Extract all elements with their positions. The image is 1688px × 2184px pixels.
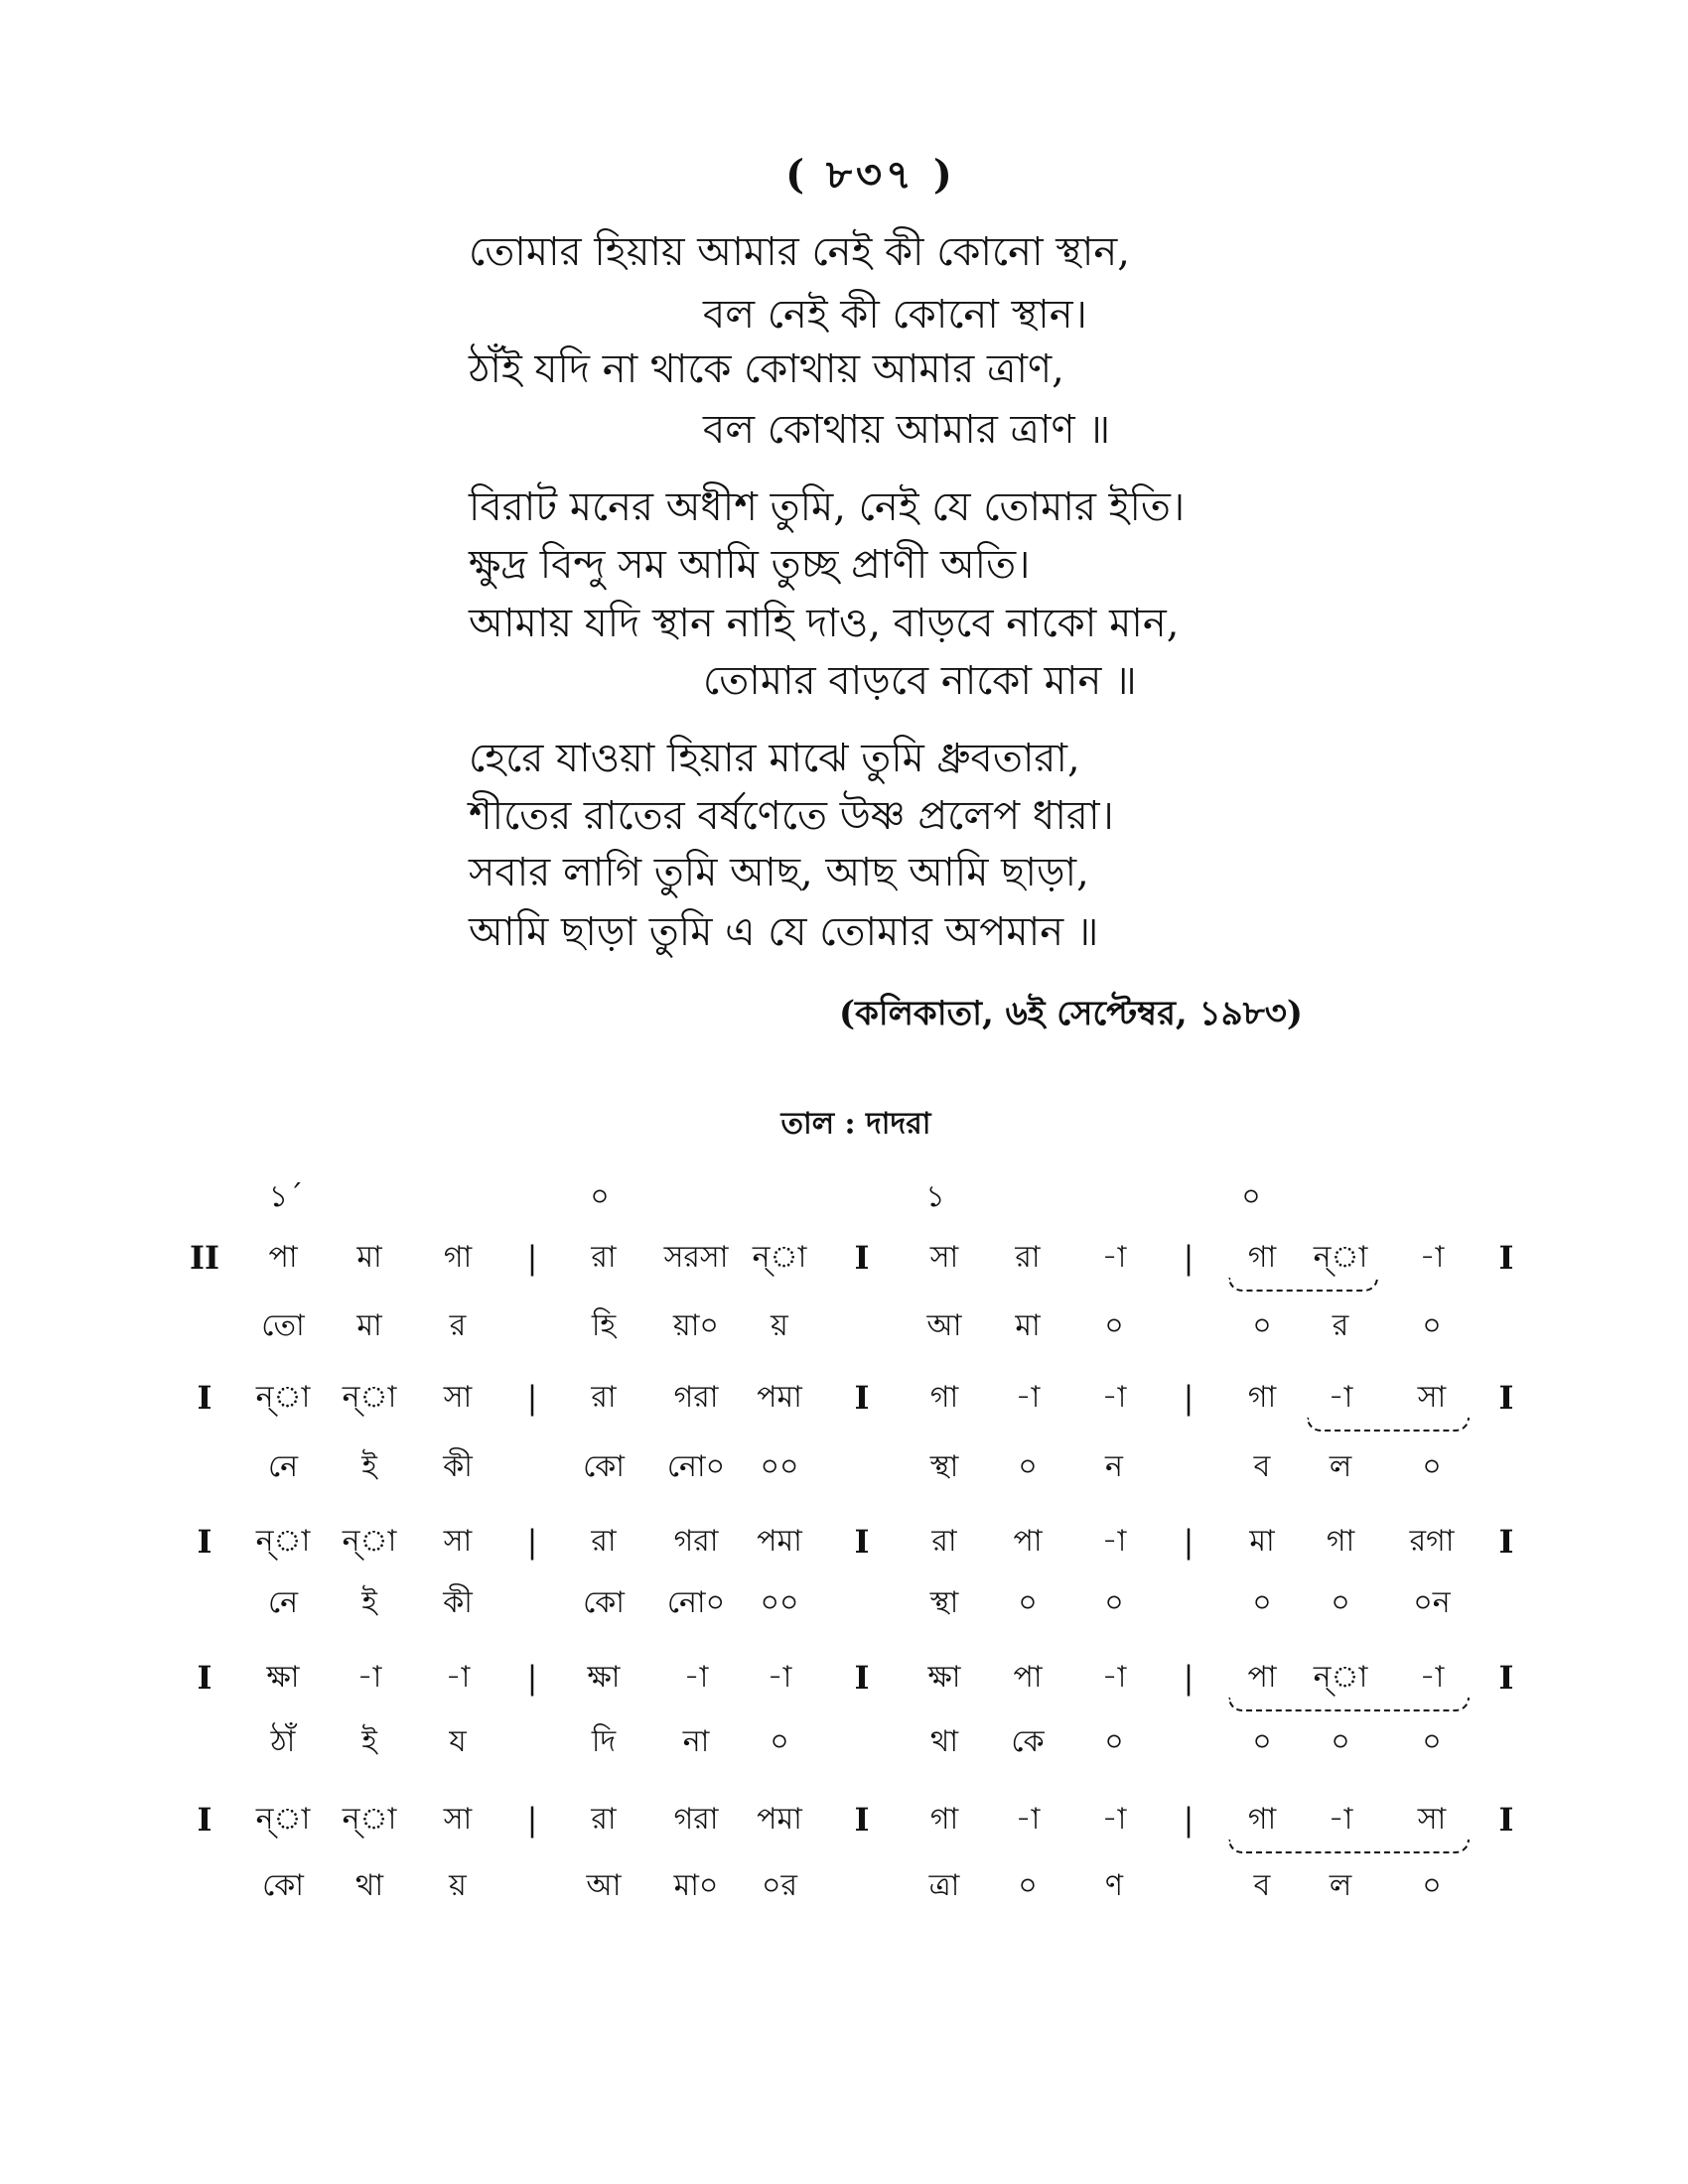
lyric-syllable: স্থা [929,1449,959,1484]
poem-line: ক্ষুদ্র বিন্দু সম আমি তুচ্ছ প্রাণী অতি। [469,542,1031,588]
swara-note: সা [443,1524,473,1559]
swara-note: ন্‌া [342,1802,397,1837]
lyric-syllable: ০ [770,1724,789,1759]
swara-note: পা [268,1240,298,1275]
swara-note: রা [1015,1240,1041,1275]
lyric-syllable: ০ [1104,1308,1124,1343]
poem-line: আমায় যদি স্থান নাহি দাও, বাড়বে নাকো মান, [469,601,1180,646]
swara-note: সরসা [663,1240,729,1275]
lyric-syllable: ০র [761,1868,798,1903]
swara-note: -া [1101,1802,1127,1837]
barline: | [1183,1523,1195,1561]
swara-note: -া [445,1660,471,1695]
swara-note: সা [443,1380,473,1415]
swara-note: পমা [757,1524,802,1559]
lyric-syllable: তো [261,1308,305,1343]
beat-mark: ১´ [268,1179,304,1214]
swara-note: ক্ষা [266,1660,300,1695]
lyric-syllable: ০ [1422,1724,1442,1759]
lyric-syllable: ০০ [760,1449,799,1484]
swara-note: গরা [673,1524,719,1559]
swara-note: -া [1328,1380,1353,1415]
poem-line: বল কোথায় আমার ত্রাণ ॥ [703,407,1111,453]
barline: I [1498,1523,1514,1561]
swara-note: ন্‌া [1313,1240,1368,1275]
barline: I [1498,1801,1514,1839]
lyric-syllable: য [449,1724,467,1759]
lyric-syllable: ল [1329,1449,1352,1484]
lyric-syllable: ই [361,1585,377,1620]
lyric-syllable: দি [591,1724,617,1759]
lyric-syllable: থা [354,1868,384,1903]
barline: I [854,1379,870,1417]
meend-slur-mark [1228,1278,1378,1292]
lyric-syllable: ণ [1104,1868,1124,1903]
swara-note: গা [929,1802,959,1837]
lyric-syllable: ন [1105,1449,1123,1484]
lyric-syllable: নে [267,1449,299,1484]
barline: | [1183,1239,1195,1277]
barline: I [854,1523,870,1561]
swara-note: -া [356,1660,382,1695]
swara-note: রা [591,1802,617,1837]
lyric-syllable: থা [929,1724,959,1759]
barline: I [1498,1379,1514,1417]
swara-note: সা [1417,1380,1447,1415]
barline: | [1183,1659,1195,1697]
swara-note: ন্‌া [255,1524,311,1559]
barline: I [854,1239,870,1277]
lyric-syllable: ০ [1252,1724,1272,1759]
beat-mark: ১ [925,1179,945,1214]
swara-note: সা [929,1240,959,1275]
swara-note: সা [1417,1802,1447,1837]
swara-note: গা [1247,1802,1277,1837]
lyric-syllable: মা [1015,1308,1041,1343]
swara-note: গরা [673,1380,719,1415]
lyric-syllable: ০ [1422,1449,1442,1484]
poem-line: তোমার হিয়ায় আমার নেই কী কোনো স্থান, [469,229,1130,275]
swara-note: গা [1326,1524,1355,1559]
poem-line: বিরাট মনের অধীশ তুমি, নেই যে তোমার ইতি। [469,484,1186,530]
lyric-syllable: ০ [1252,1308,1272,1343]
swara-note: -া [1101,1380,1127,1415]
lyric-syllable: ত্রা [928,1868,960,1903]
lyric-syllable: ঠাঁ [270,1724,296,1759]
lyric-syllable: আ [586,1868,622,1903]
barline: | [1183,1801,1195,1839]
swara-note: -া [1101,1240,1127,1275]
lyric-syllable: ০ [1331,1585,1350,1620]
lyric-syllable: ব [1253,1449,1271,1484]
swara-note: গা [443,1240,473,1275]
lyric-syllable: ব [1253,1868,1271,1903]
poem-line: বল নেই কী কোনো স্থান। [703,292,1087,338]
row-start-barline: I [197,1523,212,1561]
lyric-syllable: র [1332,1308,1349,1343]
row-start-barline: I [197,1801,212,1839]
lyric-syllable: ০ [1252,1585,1272,1620]
beat-mark: ০ [590,1179,610,1214]
swara-note: -া [1101,1660,1127,1695]
lyric-syllable: ০ [1018,1585,1038,1620]
lyric-syllable: ই [361,1449,377,1484]
poem-line: তোমার বাড়বে নাকো মান ॥ [703,658,1137,704]
barline: I [1498,1659,1514,1697]
barline: | [526,1239,538,1277]
swara-note: ন্‌া [255,1802,311,1837]
lyric-syllable: স্থা [929,1585,959,1620]
meend-slur-mark [1228,1698,1470,1711]
swara-note: মা [1249,1524,1275,1559]
swara-note: পা [1013,1660,1043,1695]
lyric-syllable: কী [443,1449,473,1484]
lyric-syllable: নে [267,1585,299,1620]
lyric-syllable: কী [443,1585,473,1620]
swara-note: ন্‌া [342,1380,397,1415]
lyric-syllable: ০ [1018,1449,1038,1484]
lyric-syllable: মা [356,1308,382,1343]
page-number: ( ৮৩৭ ) [785,151,956,199]
date-place-line: (কলিকাতা, ৬ই সেপ্টেম্বর, ১৯৮৩) [839,994,1303,1033]
lyric-syllable: ০ [1331,1724,1350,1759]
swara-note: গা [1247,1380,1277,1415]
swara-note: রা [591,1524,617,1559]
lyric-syllable: হি [591,1308,617,1343]
lyric-syllable: আ [926,1308,962,1343]
lyric-syllable: য়া০ [673,1308,719,1343]
barline: | [1183,1379,1195,1417]
swara-note: পমা [757,1380,802,1415]
beat-mark: ০ [1241,1179,1261,1214]
swara-note: রা [931,1524,957,1559]
swara-note: ন্‌া [342,1524,397,1559]
swara-note: পা [1013,1524,1043,1559]
lyric-syllable: ০ [1018,1868,1038,1903]
lyric-syllable: ০ [1104,1585,1124,1620]
lyric-syllable: ০ [1422,1868,1442,1903]
swara-note: ক্ষা [587,1660,621,1695]
lyric-syllable: কো [583,1449,625,1484]
lyric-syllable: ০০ [760,1585,799,1620]
lyric-syllable: কো [262,1868,304,1903]
swara-note: -া [1419,1240,1445,1275]
lyric-syllable: কে [1011,1724,1045,1759]
barline: I [854,1659,870,1697]
lyric-syllable: মা০ [673,1868,719,1903]
barline: | [526,1379,538,1417]
swara-note: গরা [673,1802,719,1837]
row-start-barline: I [197,1659,212,1697]
tala-heading: তাল : দাদরা [780,1106,931,1142]
lyric-syllable: নো০ [666,1449,726,1484]
barline: | [526,1659,538,1697]
poem-line: সবার লাগি তুমি আছ, আছ আমি ছাড়া, [469,850,1089,895]
swara-note: সা [443,1802,473,1837]
poem-line: আমি ছাড়া তুমি এ যে তোমার অপমান ॥ [469,909,1099,955]
barline: | [526,1523,538,1561]
barline: | [526,1801,538,1839]
swara-note: -া [1015,1802,1041,1837]
lyric-syllable: কো [583,1585,625,1620]
lyric-syllable: ০ [1422,1308,1442,1343]
swara-note: -া [1328,1802,1353,1837]
lyric-syllable: ০ন [1413,1585,1451,1620]
swara-note: -া [683,1660,709,1695]
lyric-syllable: য় [771,1308,788,1343]
swara-note: -া [767,1660,792,1695]
swara-note: গা [1247,1240,1277,1275]
swara-note: -া [1419,1660,1445,1695]
barline: I [1498,1239,1514,1277]
swara-note: ন্‌া [752,1240,807,1275]
swara-note: রা [591,1240,617,1275]
row-start-barline: I [197,1379,212,1417]
swara-note: পমা [757,1802,802,1837]
meend-slur-mark [1307,1418,1470,1432]
swara-note: গা [929,1380,959,1415]
swara-note: ন্‌া [255,1380,311,1415]
lyric-syllable: ই [361,1724,377,1759]
lyric-syllable: নো০ [666,1585,726,1620]
meend-slur-mark [1228,1840,1470,1853]
poem-line: ঠাঁই যদি না থাকে কোথায় আমার ত্রাণ, [469,346,1064,392]
barline: I [854,1801,870,1839]
swara-note: রা [591,1380,617,1415]
lyric-syllable: র [449,1308,467,1343]
poem-line: হেরে যাওয়া হিয়ার মাঝে তুমি ধ্রুবতারা, [469,736,1080,781]
swara-note: পা [1247,1660,1277,1695]
swara-note: মা [356,1240,382,1275]
row-start-barline: II [190,1239,219,1277]
lyric-syllable: ০ [1104,1724,1124,1759]
lyric-syllable: ল [1329,1868,1352,1903]
swara-note: -া [1101,1524,1127,1559]
lyric-syllable: না [682,1724,710,1759]
lyric-syllable: য় [449,1868,467,1903]
swara-note: ক্ষা [927,1660,961,1695]
swara-note: রগা [1409,1524,1455,1559]
swara-note: -া [1015,1380,1041,1415]
swara-note: ন্‌া [1313,1660,1368,1695]
poem-line: শীতের রাতের বর্ষণেতে উষ্ণ প্রলেপ ধারা। [469,793,1114,839]
